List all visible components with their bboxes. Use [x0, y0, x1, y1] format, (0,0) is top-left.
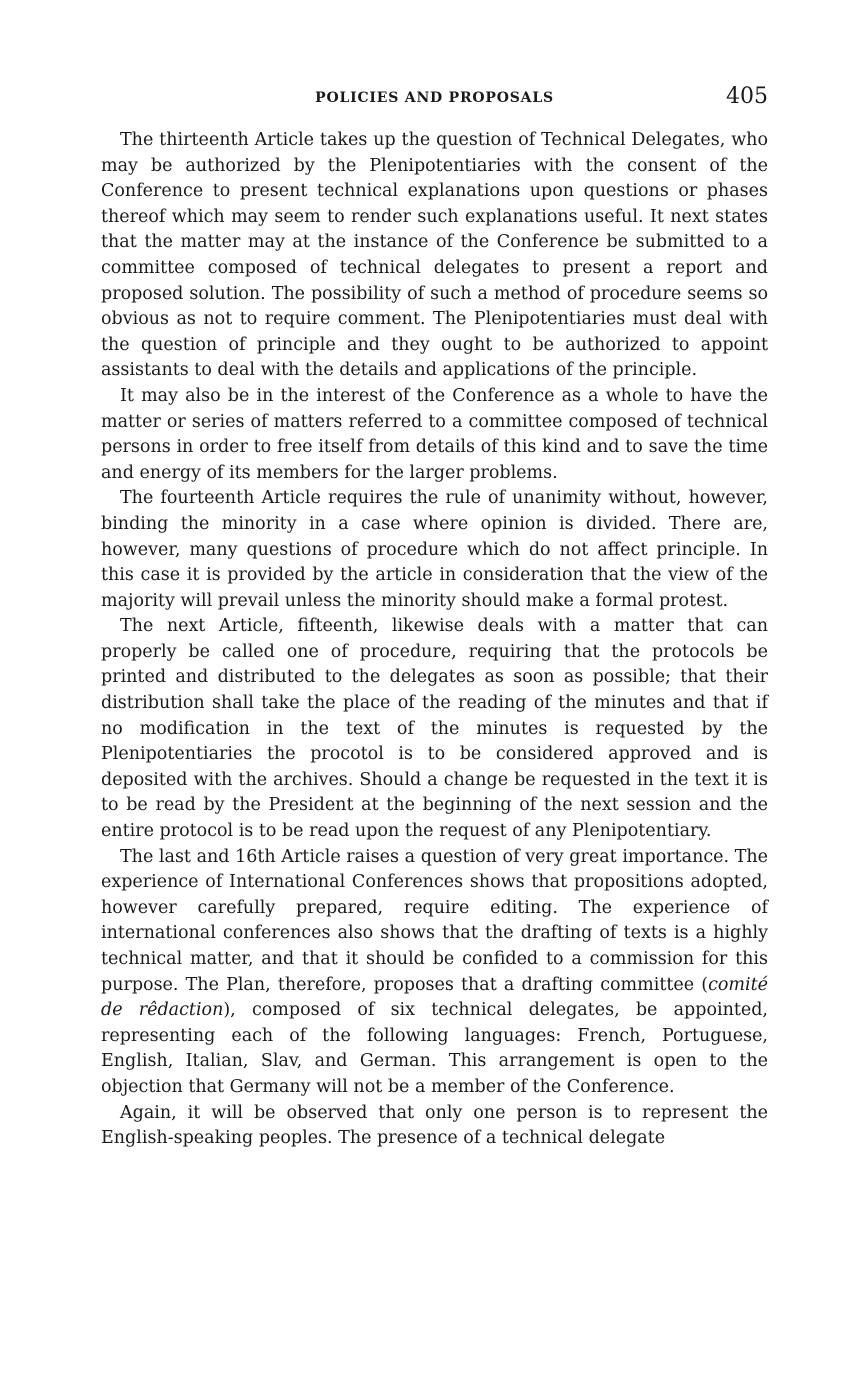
body-text: [101, 128, 768, 1152]
running-title: POLICIES AND PROPOSALS: [315, 90, 554, 106]
paragraph-article-16: [101, 845, 768, 1101]
paragraph-article-16-part-2: ), composed of six technical delegates, be appointed, representing each of the following languages: French, Portuguese, English, Italian, Slav, and German. This arrangement is open to the objection that Germany will not be a member of the Conference.: [101, 1000, 768, 1097]
running-head: [101, 84, 768, 114]
paragraph-article-15: The next Article, fifteenth, likewise deals with a matter that can properly be called one of procedure, requiring that the protocols be printed and distributed to the delegates as soon as possible; that their distribution shall take the place of the reading of the minutes and that if no modification in the text of the minutes is requested by the Plenipotentiaries the procotol is to be considered approved and is deposited with the archives. Should a change be requested in the text it is to be read by the President at the beginning of the next session and the entire protocol is to be read upon the request of any Plenipotentiary.: [101, 616, 768, 842]
paragraph-article-13: The thirteenth Article takes up the question of Technical Delegates, who may be authorized by the Plenipotentiaries with the consent of the Conference to present technical explanations upon questions or phases thereof which may seem to render such explanations useful. It next states that the matter may at the instance of the Conference be submitted to a committee composed of technical delegates to present a report and proposed solution. The possibility of such a method of procedure seems so obvious as not to require comment. The Plenipotentiaries must deal with the question of principle and they ought to be authorized to appoint assistants to deal with the details and applications of the principle.: [101, 130, 768, 381]
paragraph-committee-interest: It may also be in the interest of the Conference as a whole to have the matter or series of matters referred to a committee composed of technical persons in order to free itself from details of this kind and to save the time and energy of its members for the larger problems.: [101, 385, 768, 483]
italic-phrase: comité de rêdaction: [101, 974, 768, 1021]
page-number: 405: [726, 84, 768, 109]
paragraph-article-16-part-1: The last and 16th Article raises a question of very great importance. The experience of International Conferences shows that propositions adopted, however carefully prepared, require editing. The experience of international conferences also shows that the drafting of texts is a highly technical matter, and that it should be confided to a commission for this purpose. The Plan, therefore, proposes that a drafting committee (: [101, 846, 768, 995]
paragraph-article-14: The fourteenth Article requires the rule of unanimity without, however, binding the minority in a case where opinion is divided. There are, however, many questions of procedure which do not affect principle. In this case it is provided by the article in consideration that the view of the majority will prevail unless the minority should make a formal protest.: [101, 488, 768, 611]
paragraph-english-speaking: Again, it will be observed that only one person is to represent the English-speaking peoples. The presence of a technical delegate: [101, 1102, 768, 1149]
